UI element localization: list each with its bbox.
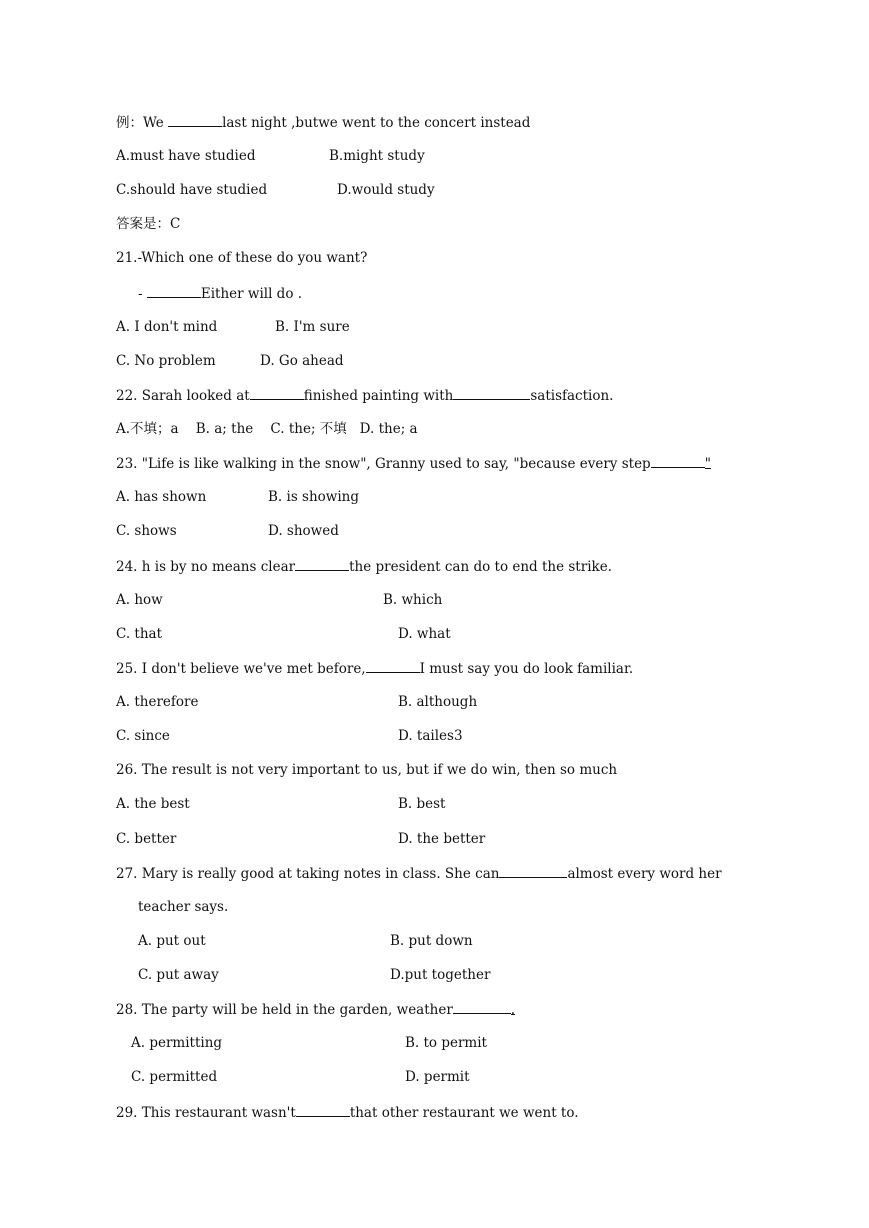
question-text: Either will do .	[200, 286, 303, 302]
question-text: .	[510, 1002, 516, 1018]
question-text: finished painting with	[303, 388, 454, 404]
answer-blank	[366, 659, 420, 673]
option-d: D. tailes3	[398, 728, 463, 744]
question-text: 22. Sarah looked at	[116, 388, 250, 404]
q27-question-continued: teacher says.	[138, 899, 229, 915]
option-c: C. permitted	[131, 1069, 218, 1085]
option-a: A.must have studied	[116, 148, 256, 164]
answer-blank	[453, 1000, 511, 1014]
option-b: B. to permit	[405, 1035, 487, 1051]
option-b: B. put down	[390, 933, 473, 949]
question-text: 25. I don't believe we've met before,	[116, 661, 366, 677]
option-c: C. put away	[138, 967, 219, 983]
q21-question: 21.-Which one of these do you want?	[116, 250, 368, 266]
option-a: A. I don't mind	[116, 319, 218, 335]
option-b: B. best	[398, 796, 446, 812]
question-text: 27. Mary is really good at taking notes in class. She can	[116, 866, 500, 882]
answer-blank	[168, 113, 222, 127]
option-c: C. since	[116, 728, 170, 744]
option-d: D. the better	[398, 831, 486, 847]
question-text: 例：We	[116, 115, 169, 131]
option-d: D. showed	[268, 523, 339, 539]
q26-question: 26. The result is not very important to us, but if we do win, then so much	[116, 762, 618, 778]
q21-response	[138, 284, 302, 303]
question-text: "	[704, 456, 711, 472]
question-text: that other restaurant we went to.	[349, 1105, 579, 1121]
q22-options: A.不填；a B. a; the C. the; 不填 D. the; a	[116, 421, 418, 437]
option-a: A. the best	[116, 796, 190, 812]
q22-question	[116, 386, 613, 405]
q27-question	[116, 864, 722, 883]
question-text: 29. This restaurant wasn't	[116, 1105, 296, 1121]
q24-question	[116, 557, 612, 576]
option-a: A. put out	[138, 933, 206, 949]
option-b: B. although	[398, 694, 478, 710]
question-text: satisfaction.	[530, 388, 614, 404]
option-c: C. No problem	[116, 353, 216, 369]
option-d: D.put together	[390, 967, 491, 983]
option-a: A. permitting	[131, 1035, 223, 1051]
q29-question	[116, 1103, 579, 1122]
option-b: B. I'm sure	[275, 319, 350, 335]
answer-blank	[250, 386, 304, 400]
answer-blank	[147, 284, 201, 298]
answer-blank	[499, 864, 567, 878]
q28-question	[116, 1000, 515, 1019]
question-text: the president can do to end the strike.	[349, 559, 612, 575]
option-d: D. Go ahead	[260, 353, 344, 369]
option-b: B. which	[383, 592, 443, 608]
option-c: C.should have studied	[116, 182, 268, 198]
option-b: B. is showing	[268, 489, 359, 505]
question-text: -	[138, 286, 147, 302]
answer-blank	[295, 557, 349, 571]
option-c: C. that	[116, 626, 163, 642]
example-question	[116, 113, 530, 132]
option-d: D.would study	[337, 182, 435, 198]
question-text: I must say you do look familiar.	[419, 661, 634, 677]
option-d: D. what	[398, 626, 451, 642]
q25-question	[116, 659, 633, 678]
question-text: 24. h is by no means clear	[116, 559, 296, 575]
option-c: C. shows	[116, 523, 177, 539]
question-text: 23. "Life is like walking in the snow", Granny used to say, "because every step	[116, 456, 651, 472]
question-text: almost every word her	[567, 866, 722, 882]
option-b: B.might study	[329, 148, 425, 164]
question-text: last night ,butwe went to the concert instead	[222, 115, 531, 131]
answer-blank	[296, 1103, 350, 1117]
option-c: C. better	[116, 831, 177, 847]
question-text: 28. The party will be held in the garden, weather	[116, 1002, 453, 1018]
option-a: A. has shown	[116, 489, 207, 505]
option-a: A. how	[116, 592, 163, 608]
example-answer: 答案是：C	[116, 216, 181, 232]
answer-blank	[651, 454, 705, 468]
answer-blank	[453, 386, 530, 400]
q23-question	[116, 454, 711, 473]
option-a: A. therefore	[116, 694, 199, 710]
option-d: D. permit	[405, 1069, 470, 1085]
